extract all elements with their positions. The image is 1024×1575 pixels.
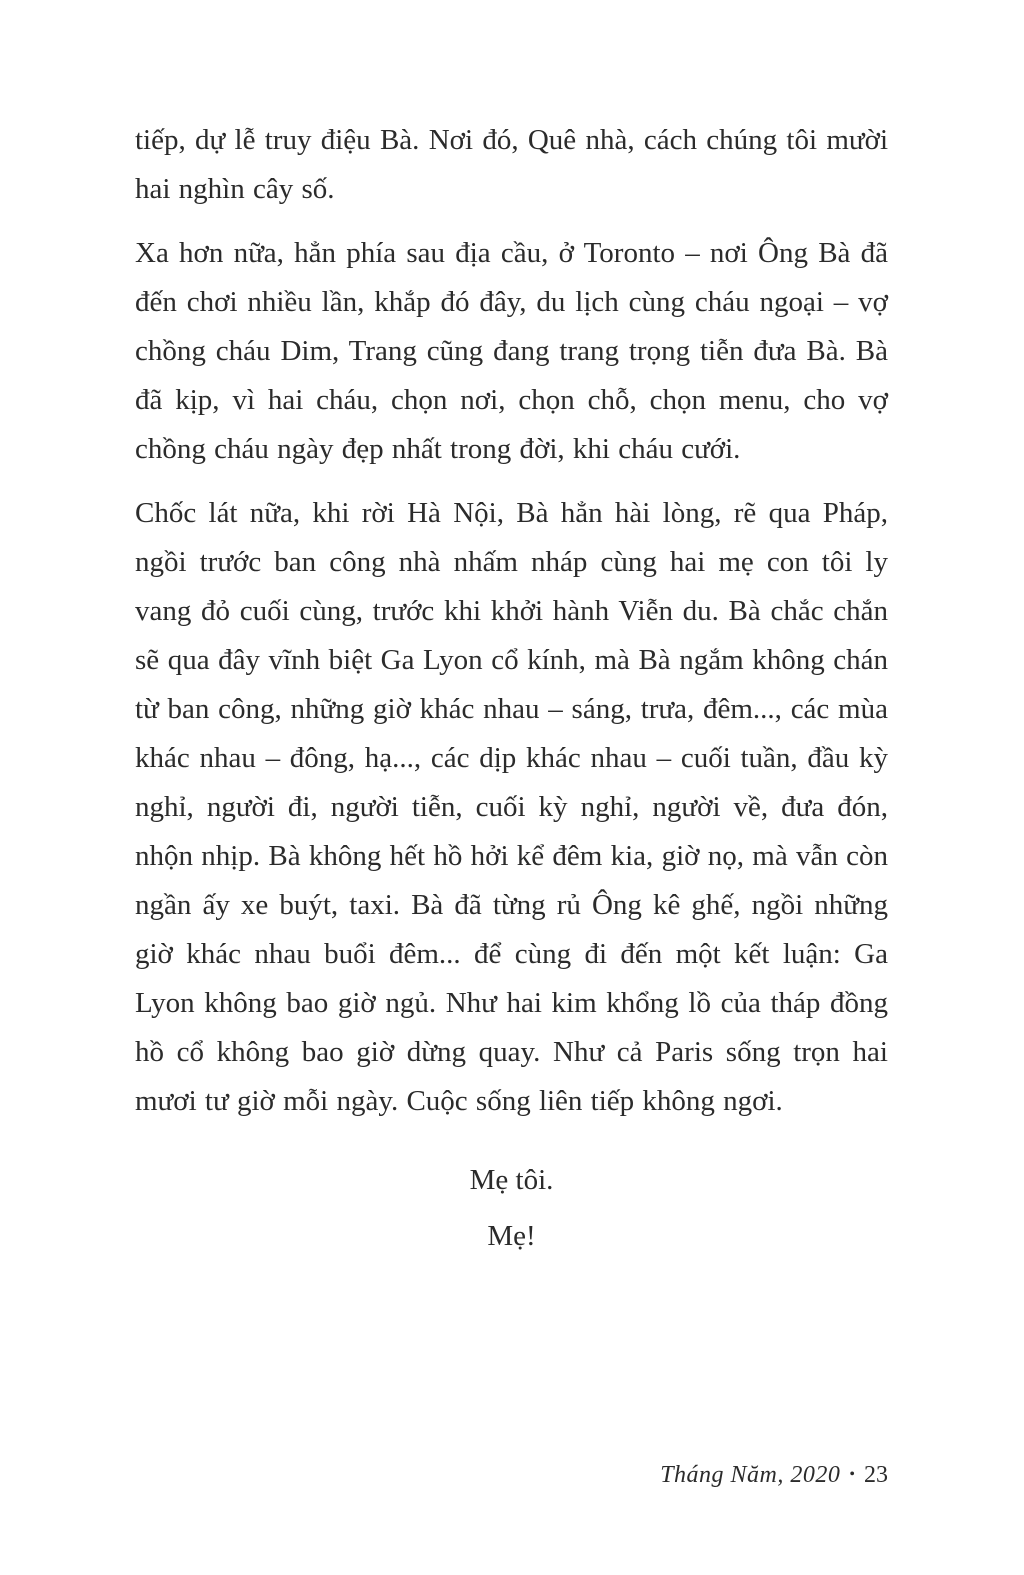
closing-line-2: Mẹ! (487, 1220, 536, 1252)
paragraph-1: tiếp, dự lễ truy điệu Bà. Nơi đó, Quê nhà, cách chúng tôi mười hai nghìn cây số. (135, 124, 888, 205)
footer-separator-dot: • (849, 1466, 855, 1483)
page-footer (660, 1462, 888, 1489)
footer-date: Tháng Năm, 2020 (660, 1462, 841, 1488)
paragraph-2: Xa hơn nữa, hẳn phía sau địa cầu, ở Toronto – nơi Ông Bà đã đến chơi nhiều lần, khắp đó đây, du lịch cùng cháu ngoại – vợ chồng cháu Dim, Trang cũng đang trang trọng tiễn đưa Bà. Bà đã kịp, vì hai cháu, chọn nơi, chọn chỗ, chọn menu, cho vợ chồng cháu ngày đẹp nhất trong đời, khi cháu cưới. (135, 237, 888, 465)
closing-line-1: Mẹ tôi. (469, 1164, 554, 1196)
paragraph-3: Chốc lát nữa, khi rời Hà Nội, Bà hẳn hài lòng, rẽ qua Pháp, ngồi trước ban công nhà nhấm nháp cùng hai mẹ con tôi ly vang đỏ cuối cùng, trước khi khởi hành Viễn du. Bà chắc chắn sẽ qua đây vĩnh biệt Ga Lyon cổ kính, mà Bà ngắm không chán từ ban công, những giờ khác nhau – sáng, trưa, đêm..., các mùa khác nhau – đông, hạ..., các dịp khác nhau – cuối tuần, đầu kỳ nghỉ, người đi, người tiễn, cuối kỳ nghỉ, người về, đưa đón, nhộn nhịp. Bà không hết hồ hởi kể đêm kia, giờ nọ, mà vẫn còn ngần ấy xe buýt, taxi. Bà đã từng rủ Ông kê ghế, ngồi những giờ khác nhau buổi đêm... để cùng đi đến một kết luận: Ga Lyon không bao giờ ngủ. Như hai kim khổng lồ của tháp đồng hồ cổ không bao giờ dừng quay. Như cả Paris sống trọn hai mươi tư giờ mỗi ngày. Cuộc sống liên tiếp không ngơi. (135, 497, 888, 1117)
page-number: 23 (864, 1462, 888, 1488)
closing-lines (135, 1152, 888, 1264)
book-page (135, 116, 888, 1264)
